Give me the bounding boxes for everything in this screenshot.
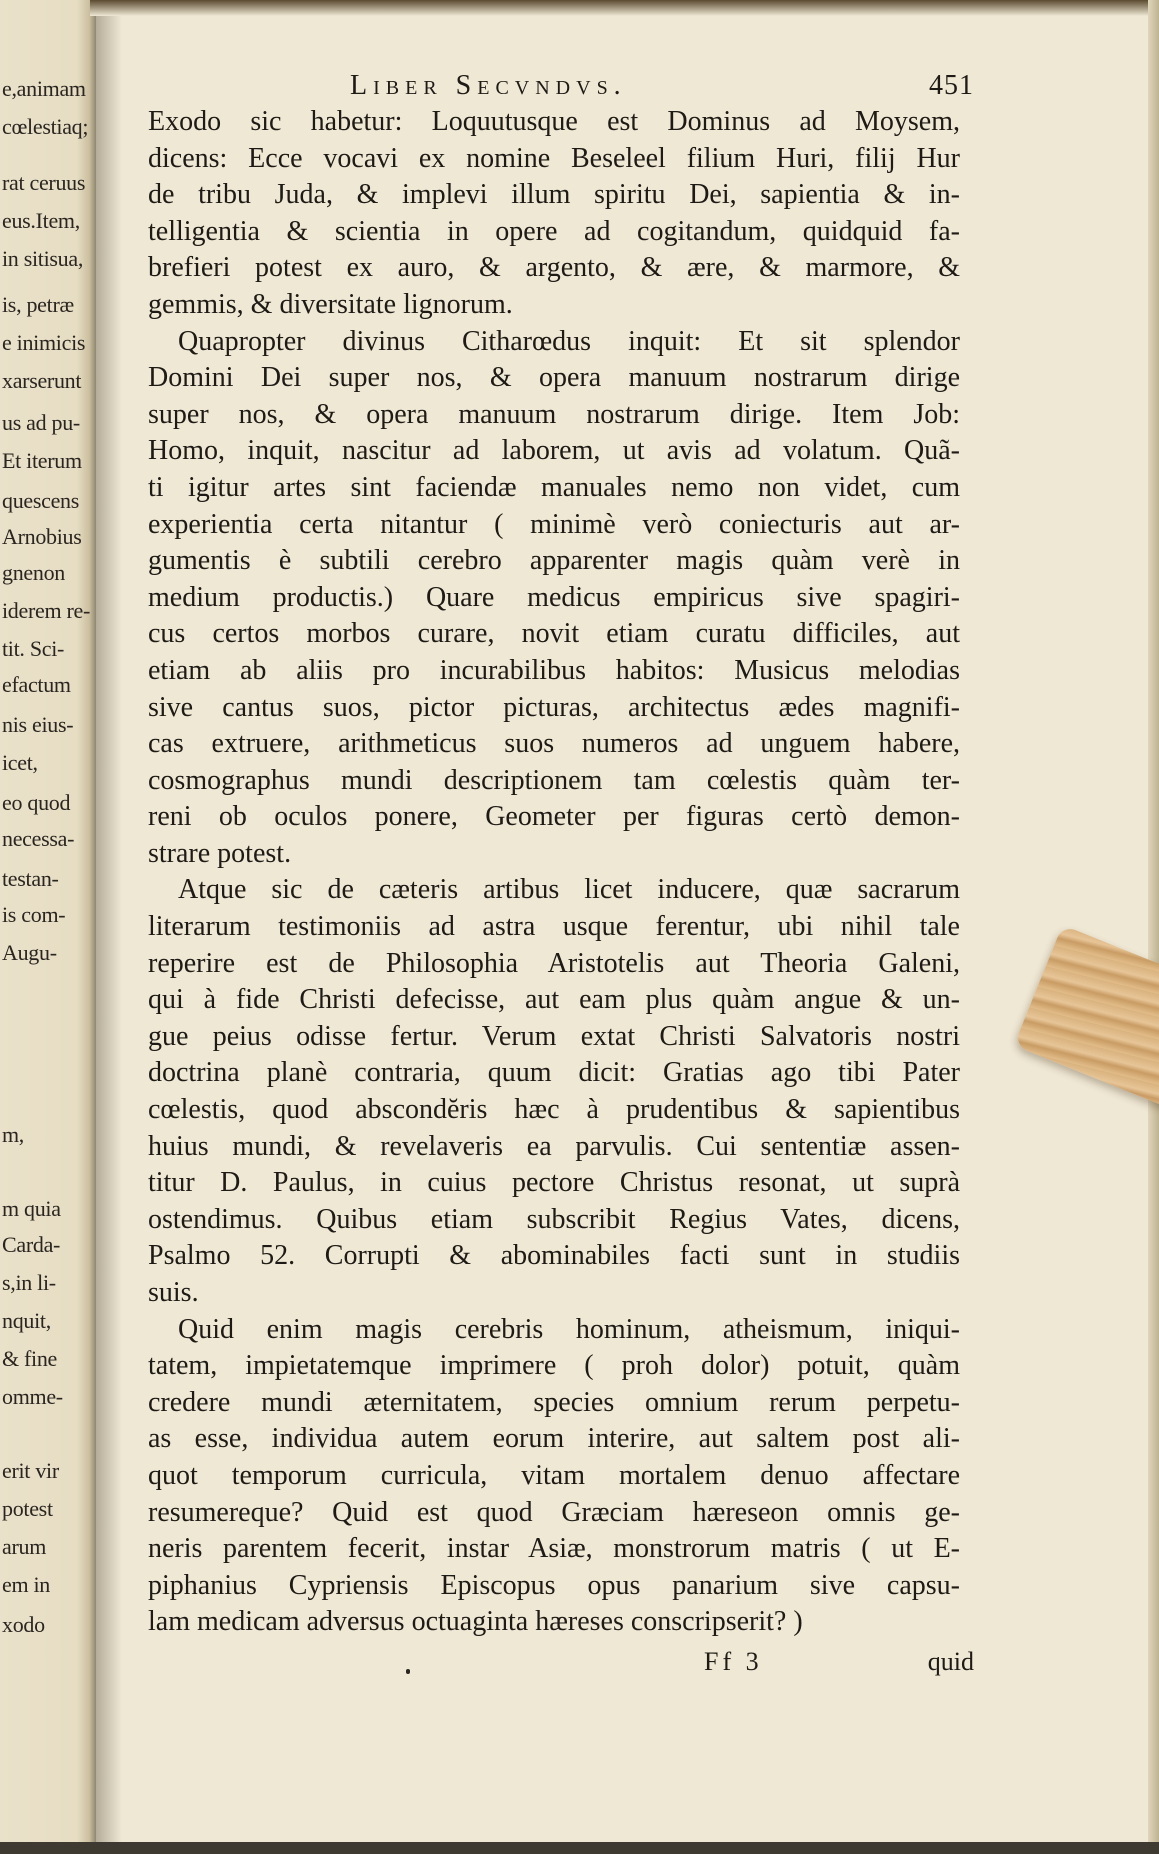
catchword: quid — [927, 1646, 974, 1676]
text-line: neris parentem fecerit, instar Asiæ, monstrorum matris ( ut E- — [148, 1533, 960, 1565]
text-line: Atque sic de cæteris artibus licet inducere, quæ sacrarum — [178, 874, 960, 906]
text-line: credere mundi æternitatem, species omnium rerum perpetu- — [148, 1386, 960, 1418]
margin-fragment: m, — [2, 1122, 25, 1147]
text-line: suis. — [148, 1277, 199, 1308]
margin-fragment: & fine — [2, 1346, 58, 1371]
margin-fragment: necessa- — [2, 826, 75, 851]
margin-fragment: Et iterum — [2, 448, 82, 473]
text-line: literarum testimoniis ad astra usque ferentur, ubi nihil tale — [148, 911, 960, 943]
page-footer — [148, 1643, 974, 1683]
text-line: dicens: Ecce vocavi ex nomine Beseleel filium Huri, filij Hur — [148, 142, 960, 174]
page-number: 451 — [929, 70, 974, 101]
margin-fragment: icet, — [2, 750, 38, 775]
page-gutter-shadow — [96, 0, 122, 1854]
margin-fragment: iderem re- — [2, 598, 90, 623]
right-page-edge — [1148, 0, 1159, 1854]
text-line: super nos, & opera manuum nostrarum dirige. Item Job: — [148, 398, 960, 430]
text-line: strare potest. — [148, 837, 292, 869]
text-line: de tribu Juda, & implevi illum spiritu Dei, sapientia & in- — [148, 179, 960, 211]
margin-fragment: tit. Sci- — [2, 636, 65, 661]
margin-fragment: Arnobius — [2, 524, 82, 549]
text-line: gemmis, & diversitate lignorum. — [148, 288, 513, 320]
text-line: medium productis.) Quare medicus empiricus sive spagiri- — [148, 581, 960, 613]
margin-fragment: Augu- — [2, 940, 57, 965]
margin-fragment: eus.Item, — [2, 208, 80, 233]
text-block — [148, 64, 974, 1683]
previous-page-margin — [0, 0, 96, 1854]
margin-fragment: s,in li- — [2, 1270, 56, 1295]
text-line: Psalmo 52. Corrupti & abominabiles facti sunt in studiis — [148, 1240, 960, 1272]
margin-fragment: erit vir — [2, 1458, 59, 1483]
text-line: gumentis è subtili cerebro apparenter magis quàm verè in — [148, 545, 960, 577]
text-line: as esse, individua autem eorum interire, aut saltem post ali- — [148, 1423, 960, 1455]
margin-fragment: gnenon — [2, 560, 65, 585]
margin-fragment: eo quod — [2, 790, 71, 815]
margin-fragment: quescens — [2, 488, 80, 513]
margin-fragment: is, petræ — [2, 292, 74, 317]
text-line: Quid enim magis cerebris hominum, atheismum, iniqui- — [178, 1313, 960, 1345]
running-title: Liber Secvndvs. — [350, 70, 627, 101]
text-line: cus certos morbos curare, novit etiam curatu difficiles, aut — [148, 618, 960, 650]
text-line: brefieri potest ex auro, & argento, & ære, & marmore, & — [148, 252, 960, 284]
body-text — [148, 104, 960, 1641]
text-line: tatem, impietatemque imprimere ( proh dolor) potuit, quàm — [148, 1350, 960, 1382]
text-line: titur D. Paulus, in cuius pectore Christus resonat, ut suprà — [148, 1167, 960, 1199]
margin-fragment: xodo — [2, 1612, 45, 1637]
margin-fragment: e,animam — [2, 76, 86, 101]
text-line: cosmographus mundi descriptionem tam cœlestis quàm ter- — [148, 764, 960, 796]
margin-fragment: em in — [2, 1572, 50, 1597]
text-line: cas extruere, arithmeticus suos numeros ad unguem habere, — [148, 728, 960, 760]
signature-mark: Ff 3 — [704, 1646, 763, 1676]
text-line: ti igitur artes sint faciendæ manuales nemo non videt, cum — [148, 471, 960, 503]
margin-fragment: cœlestiaq; — [2, 114, 89, 139]
text-line: ostendimus. Quibus etiam subscribit Regius Vates, dicens, — [148, 1203, 960, 1235]
text-line: piphanius Cypriensis Episcopus opus panarium sive capsu- — [148, 1569, 960, 1601]
margin-fragment: is com- — [2, 902, 66, 927]
text-line: Homo, inquit, nascitur ad laborem, ut avis ad volatum. Quã- — [148, 435, 960, 467]
margin-fragment: testan- — [2, 866, 59, 891]
margin-fragment: xarserunt — [2, 368, 82, 393]
text-line: etiam ab aliis pro incurabilibus habitos: Musicus melodias — [148, 654, 960, 686]
margin-fragment: us ad pu- — [2, 410, 80, 435]
top-page-edge — [90, 0, 1159, 16]
text-line: reperire est de Philosophia Aristotelis aut Theoria Galeni, — [148, 947, 960, 979]
margin-fragment: in sitisua, — [2, 246, 84, 271]
text-line: resumereque? Quid est quod Græciam hæreseon omnis ge- — [148, 1496, 960, 1528]
text-line: huius mundi, & revelaveris ea parvulis. Cui sententiæ assen- — [148, 1130, 960, 1162]
text-line: experientia certa nitantur ( minimè verò coniecturis aut ar- — [148, 508, 960, 540]
margin-fragment: nis eius- — [2, 712, 74, 737]
text-line: Domini Dei super nos, & opera manuum nostrarum dirige — [148, 362, 960, 394]
text-line: reni ob oculos ponere, Geometer per figuras certò demon- — [148, 801, 960, 833]
text-line: telligentia & scientia in opere ad cogitandum, quidquid fa- — [148, 215, 960, 247]
margin-fragment: potest — [2, 1496, 53, 1521]
margin-fragment: rat ceruus — [2, 170, 86, 195]
text-line: doctrina planè contraria, quum dicit: Gratias ago tibi Pater — [148, 1057, 960, 1089]
margin-fragment: nquit, — [2, 1308, 51, 1333]
text-line: gue peius odisse fertur. Verum extat Christi Salvatoris nostri — [148, 1020, 960, 1052]
text-line: lam medicam adversus octuaginta hæreses conscripserit? ) — [148, 1606, 803, 1638]
page-header — [148, 64, 974, 104]
margin-fragment: omme- — [2, 1384, 63, 1409]
wooden-page-holder — [1014, 925, 1159, 1109]
margin-fragment: m quia — [2, 1196, 61, 1221]
margin-fragment: arum — [2, 1534, 47, 1559]
text-line: sive cantus suos, pictor picturas, architectus ædes magnifi- — [148, 691, 960, 723]
bottom-page-edge — [0, 1842, 1159, 1854]
ink-speck — [406, 1669, 410, 1674]
margin-fragment: Carda- — [2, 1232, 61, 1257]
text-line: qui à fide Christi defecisse, aut eam plus quàm angue & un- — [148, 984, 960, 1016]
text-line: quot temporum curricula, vitam mortalem denuo affectare — [148, 1459, 960, 1491]
margin-fragment: efactum — [2, 672, 71, 697]
text-line: cœlestis, quod abscondĕris hæc à prudentibus & sapientibus — [148, 1094, 960, 1126]
text-line: Quapropter divinus Citharœdus inquit: Et sit splendor — [178, 325, 960, 357]
margin-fragment: e inimicis — [2, 330, 86, 355]
text-line: Exodo sic habetur: Loquutusque est Dominus ad Moysem, — [148, 106, 960, 137]
